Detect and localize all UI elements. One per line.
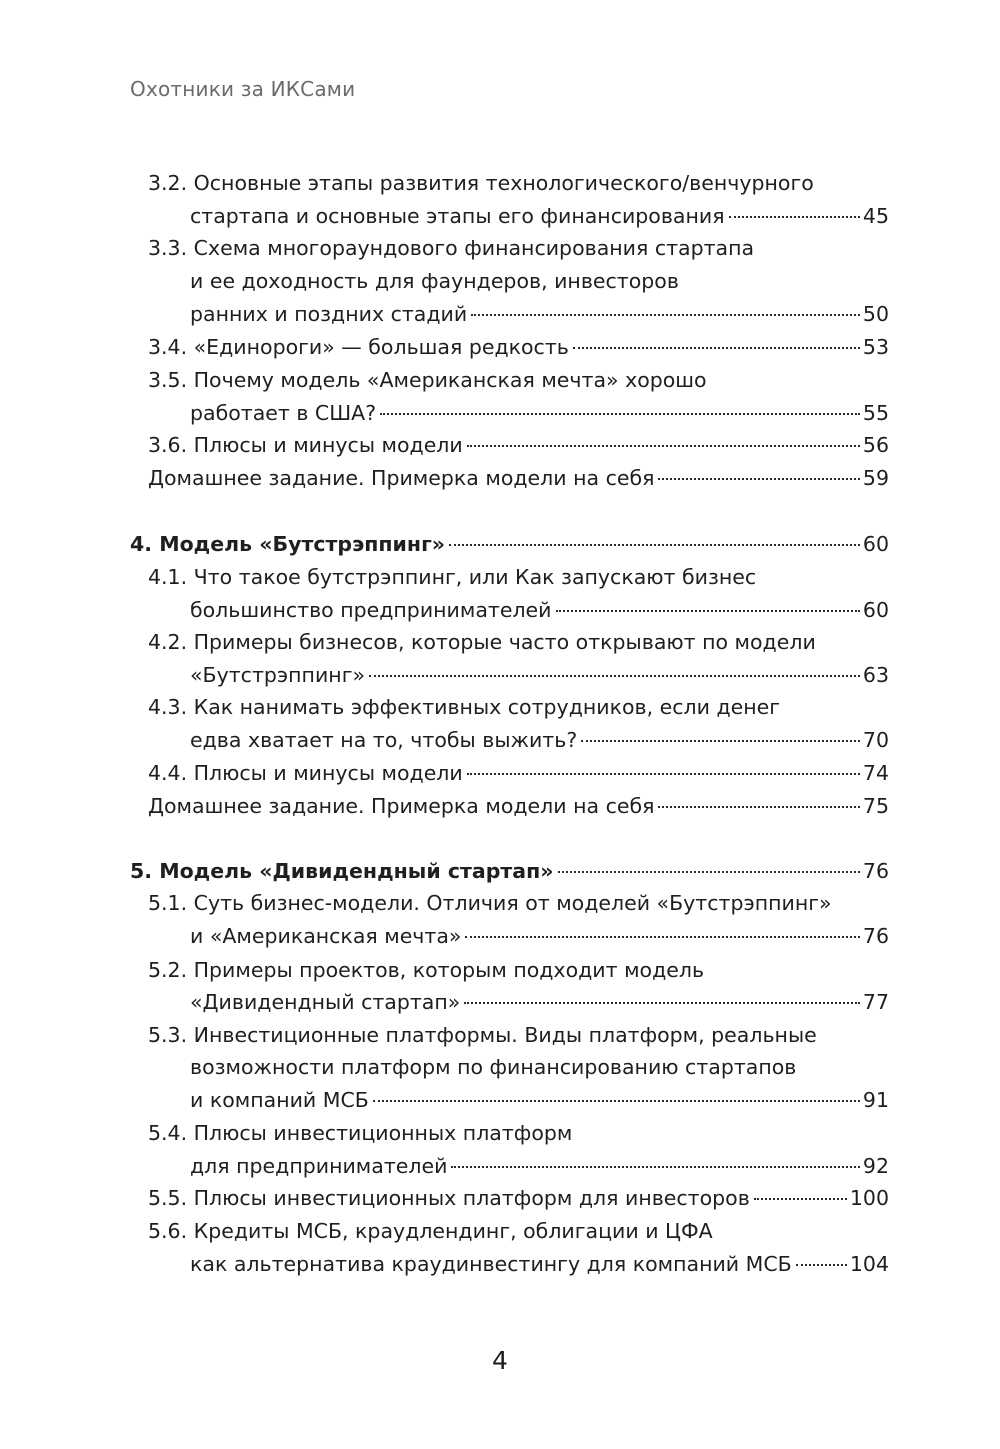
dot-leader bbox=[451, 1166, 859, 1168]
toc-entry-3-3-cont2[interactable] bbox=[190, 298, 889, 331]
toc-entry-text: 5.1. Суть бизнес-модели. Отличия от моделей «Бутстрэппинг» bbox=[148, 891, 832, 915]
toc-entry-text: 5.2. Примеры проектов, которым подходит модель bbox=[148, 958, 705, 982]
toc-entry-5-5[interactable] bbox=[148, 1182, 889, 1215]
toc-entry-3-4[interactable] bbox=[148, 331, 889, 364]
page-ref: 104 bbox=[849, 1252, 889, 1276]
toc-entry-5-1-cont[interactable] bbox=[190, 920, 889, 953]
toc-entry-text: «Дивидендный стартап» bbox=[190, 990, 461, 1014]
toc-entry-text: 4.4. Плюсы и минусы модели bbox=[148, 761, 463, 785]
toc-entry-5-2-cont[interactable] bbox=[190, 986, 889, 1019]
toc-entry-5-3-cont[interactable] bbox=[190, 1051, 889, 1084]
dot-leader bbox=[573, 347, 860, 349]
toc-entry-text: большинство предпринимателей bbox=[190, 598, 552, 622]
toc-entry-text: 3.2. Основные этапы развития технологического/венчурного bbox=[148, 171, 814, 195]
chapter-title: 4. Модель «Бутстрэппинг» bbox=[130, 532, 446, 556]
toc-entry-text: возможности платформ по финансированию стартапов bbox=[190, 1055, 797, 1079]
dot-leader bbox=[369, 675, 860, 677]
toc-entry-text: 3.4. «Единороги» — большая редкость bbox=[148, 335, 569, 359]
page-ref: 92 bbox=[862, 1154, 889, 1178]
toc-entry-text: Домашнее задание. Примерка модели на себя bbox=[148, 466, 655, 490]
toc-entry-5-3[interactable] bbox=[148, 1019, 889, 1052]
chapter-title: 5. Модель «Дивидендный стартап» bbox=[130, 859, 554, 883]
running-title: Охотники за ИКСами bbox=[130, 77, 356, 101]
page-ref: 55 bbox=[862, 401, 889, 425]
toc-entry-text: 5.5. Плюсы инвестиционных платформ для инвесторов bbox=[148, 1186, 750, 1210]
dot-leader bbox=[464, 1002, 860, 1004]
page-ref: 60 bbox=[862, 532, 889, 556]
toc-entry-text: и «Американская мечта» bbox=[190, 924, 462, 948]
toc-entry-5-2[interactable] bbox=[148, 954, 889, 987]
toc-entry-5-4[interactable] bbox=[148, 1117, 889, 1150]
toc-entry-4-2[interactable] bbox=[148, 626, 889, 659]
toc-entry-text: 4.2. Примеры бизнесов, которые часто открывают по модели bbox=[148, 630, 816, 654]
toc-entry-4-1[interactable] bbox=[148, 561, 889, 594]
page-ref: 77 bbox=[862, 990, 889, 1014]
toc-entry-text: 4.1. Что такое бутстрэппинг, или Как запускают бизнес bbox=[148, 565, 757, 589]
page-ref: 59 bbox=[862, 466, 889, 490]
toc-entry-4-homework[interactable] bbox=[148, 790, 889, 823]
page-ref: 53 bbox=[862, 335, 889, 359]
toc-entry-3-5[interactable] bbox=[148, 364, 889, 397]
page-ref: 70 bbox=[862, 728, 889, 752]
page-ref: 56 bbox=[862, 433, 889, 457]
dot-leader bbox=[471, 314, 860, 316]
toc-entry-4-4[interactable] bbox=[148, 757, 889, 790]
toc-entry-text: для предпринимателей bbox=[190, 1154, 448, 1178]
toc-entry-text: и компаний МСБ bbox=[190, 1088, 369, 1112]
toc-entry-text: 3.6. Плюсы и минусы модели bbox=[148, 433, 463, 457]
toc-entry-text: как альтернатива краудинвестингу для компаний МСБ bbox=[190, 1252, 792, 1276]
dot-leader bbox=[581, 740, 860, 742]
toc-entry-4-3[interactable] bbox=[148, 691, 889, 724]
page-ref: 45 bbox=[862, 204, 889, 228]
page-ref: 63 bbox=[862, 663, 889, 687]
dot-leader bbox=[449, 544, 860, 546]
toc-entry-5-3-cont2[interactable] bbox=[190, 1084, 889, 1117]
toc-entry-4-2-cont[interactable] bbox=[190, 659, 889, 692]
toc-entry-text: «Бутстрэппинг» bbox=[190, 663, 366, 687]
page-number: 4 bbox=[492, 1346, 508, 1375]
page-ref: 74 bbox=[862, 761, 889, 785]
toc-entry-text: 5.3. Инвестиционные платформы. Виды платформ, реальные bbox=[148, 1023, 817, 1047]
page-ref: 50 bbox=[862, 302, 889, 326]
dot-leader bbox=[658, 806, 859, 808]
toc-entry-3-3[interactable] bbox=[148, 232, 889, 265]
toc-entry-text: 3.3. Схема многораундового финансирования стартапа bbox=[148, 236, 755, 260]
toc-chapter-5[interactable] bbox=[130, 855, 889, 888]
toc-entry-5-6-cont[interactable] bbox=[190, 1248, 889, 1281]
dot-leader bbox=[729, 216, 860, 218]
toc-entry-5-6[interactable] bbox=[148, 1215, 889, 1248]
page-ref: 76 bbox=[862, 859, 889, 883]
dot-leader bbox=[558, 871, 860, 873]
dot-leader bbox=[556, 610, 860, 612]
toc-entry-text: и ее доходность для фаундеров, инвесторов bbox=[190, 269, 679, 293]
toc-entry-text: работает в США? bbox=[190, 401, 377, 425]
dot-leader bbox=[658, 478, 859, 480]
page-ref: 76 bbox=[862, 924, 889, 948]
page-ref: 60 bbox=[862, 598, 889, 622]
dot-leader bbox=[754, 1198, 847, 1200]
dot-leader bbox=[465, 936, 859, 938]
dot-leader bbox=[380, 413, 860, 415]
toc-entry-3-5-cont[interactable] bbox=[190, 397, 889, 430]
toc-entry-text: 3.5. Почему модель «Американская мечта» хорошо bbox=[148, 368, 707, 392]
toc-entry-3-homework[interactable] bbox=[148, 462, 889, 495]
page-ref: 100 bbox=[849, 1186, 889, 1210]
toc-entry-3-2[interactable] bbox=[148, 167, 889, 200]
toc-entry-text: Домашнее задание. Примерка модели на себя bbox=[148, 794, 655, 818]
toc-entry-5-4-cont[interactable] bbox=[190, 1150, 889, 1183]
page-ref: 75 bbox=[862, 794, 889, 818]
toc-entry-4-3-cont[interactable] bbox=[190, 724, 889, 757]
toc-entry-3-3-cont[interactable] bbox=[190, 265, 889, 298]
toc-entry-text: 5.6. Кредиты МСБ, краудлендинг, облигации и ЦФА bbox=[148, 1219, 713, 1243]
toc-entry-5-1[interactable] bbox=[148, 887, 889, 920]
toc-entry-text: едва хватает на то, чтобы выжить? bbox=[190, 728, 578, 752]
dot-leader bbox=[467, 445, 860, 447]
toc-entry-3-2-cont[interactable] bbox=[190, 200, 889, 233]
toc-entry-text: стартапа и основные этапы его финансирования bbox=[190, 204, 725, 228]
toc-entry-text: 5.4. Плюсы инвестиционных платформ bbox=[148, 1121, 573, 1145]
dot-leader bbox=[796, 1264, 847, 1266]
dot-leader bbox=[467, 773, 860, 775]
dot-leader bbox=[373, 1100, 860, 1102]
toc-entry-3-6[interactable] bbox=[148, 429, 889, 462]
toc-chapter-4[interactable] bbox=[130, 528, 889, 561]
toc-entry-4-1-cont[interactable] bbox=[190, 594, 889, 627]
toc-entry-text: 4.3. Как нанимать эффективных сотрудников, если денег bbox=[148, 695, 781, 719]
page-ref: 91 bbox=[862, 1088, 889, 1112]
toc-entry-text: ранних и поздних стадий bbox=[190, 302, 468, 326]
